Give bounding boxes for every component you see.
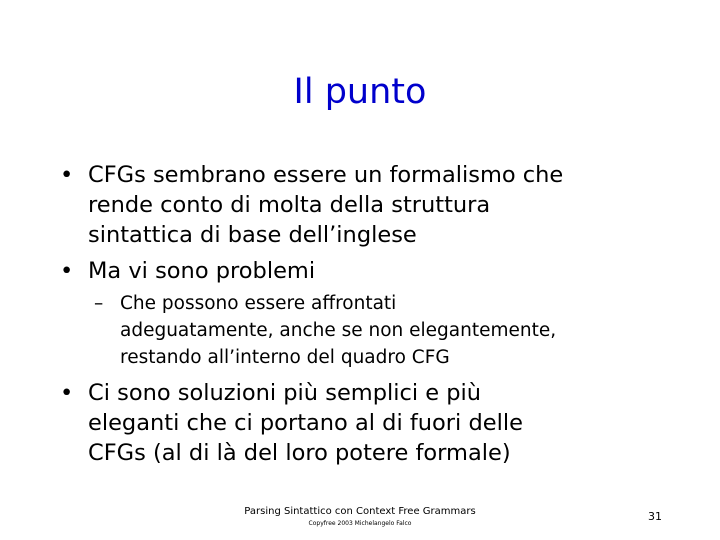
bullet-line: CFGs (al di là del loro potere formale) xyxy=(88,440,511,466)
bullet-line: eleganti che ci portano al di fuori delle xyxy=(88,410,523,436)
bullet-line: Ma vi sono problemi xyxy=(88,258,316,284)
bullet-dot: • xyxy=(60,380,74,406)
sub-bullet-line: adeguatamente, anche se non elegantemente, xyxy=(120,320,557,341)
footer-title: Parsing Sintattico con Context Free Grammars xyxy=(244,506,476,517)
bullet-item xyxy=(60,256,660,286)
slide-title: Il punto xyxy=(293,72,427,112)
sub-bullet-line: Che possono essere affrontati xyxy=(120,293,397,314)
bullet-line: sintattica di base dell’inglese xyxy=(88,222,417,248)
page-number: 31 xyxy=(648,510,662,523)
bullet-line: CFGs sembrano essere un formalismo che xyxy=(88,162,564,188)
sub-bullet-item xyxy=(94,290,664,371)
bullet-item xyxy=(60,378,660,468)
slide-footer xyxy=(220,505,500,530)
bullet-dot: • xyxy=(60,162,74,188)
bullet-line: Ci sono soluzioni più semplici e più xyxy=(88,380,482,406)
sub-bullet-text xyxy=(120,290,664,371)
sub-bullet-line: restando all’interno del quadro CFG xyxy=(120,347,450,368)
bullet-text xyxy=(88,256,660,286)
bullet-item xyxy=(60,160,660,250)
sub-bullet-dash: – xyxy=(94,293,104,314)
bullet-text xyxy=(88,378,660,468)
footer-copyright: Copyfree 2003 Michelangelo Falco xyxy=(308,520,412,527)
bullet-dot: • xyxy=(60,258,74,284)
bullet-text xyxy=(88,160,660,250)
bullet-line: rende conto di molta della struttura xyxy=(88,192,491,218)
